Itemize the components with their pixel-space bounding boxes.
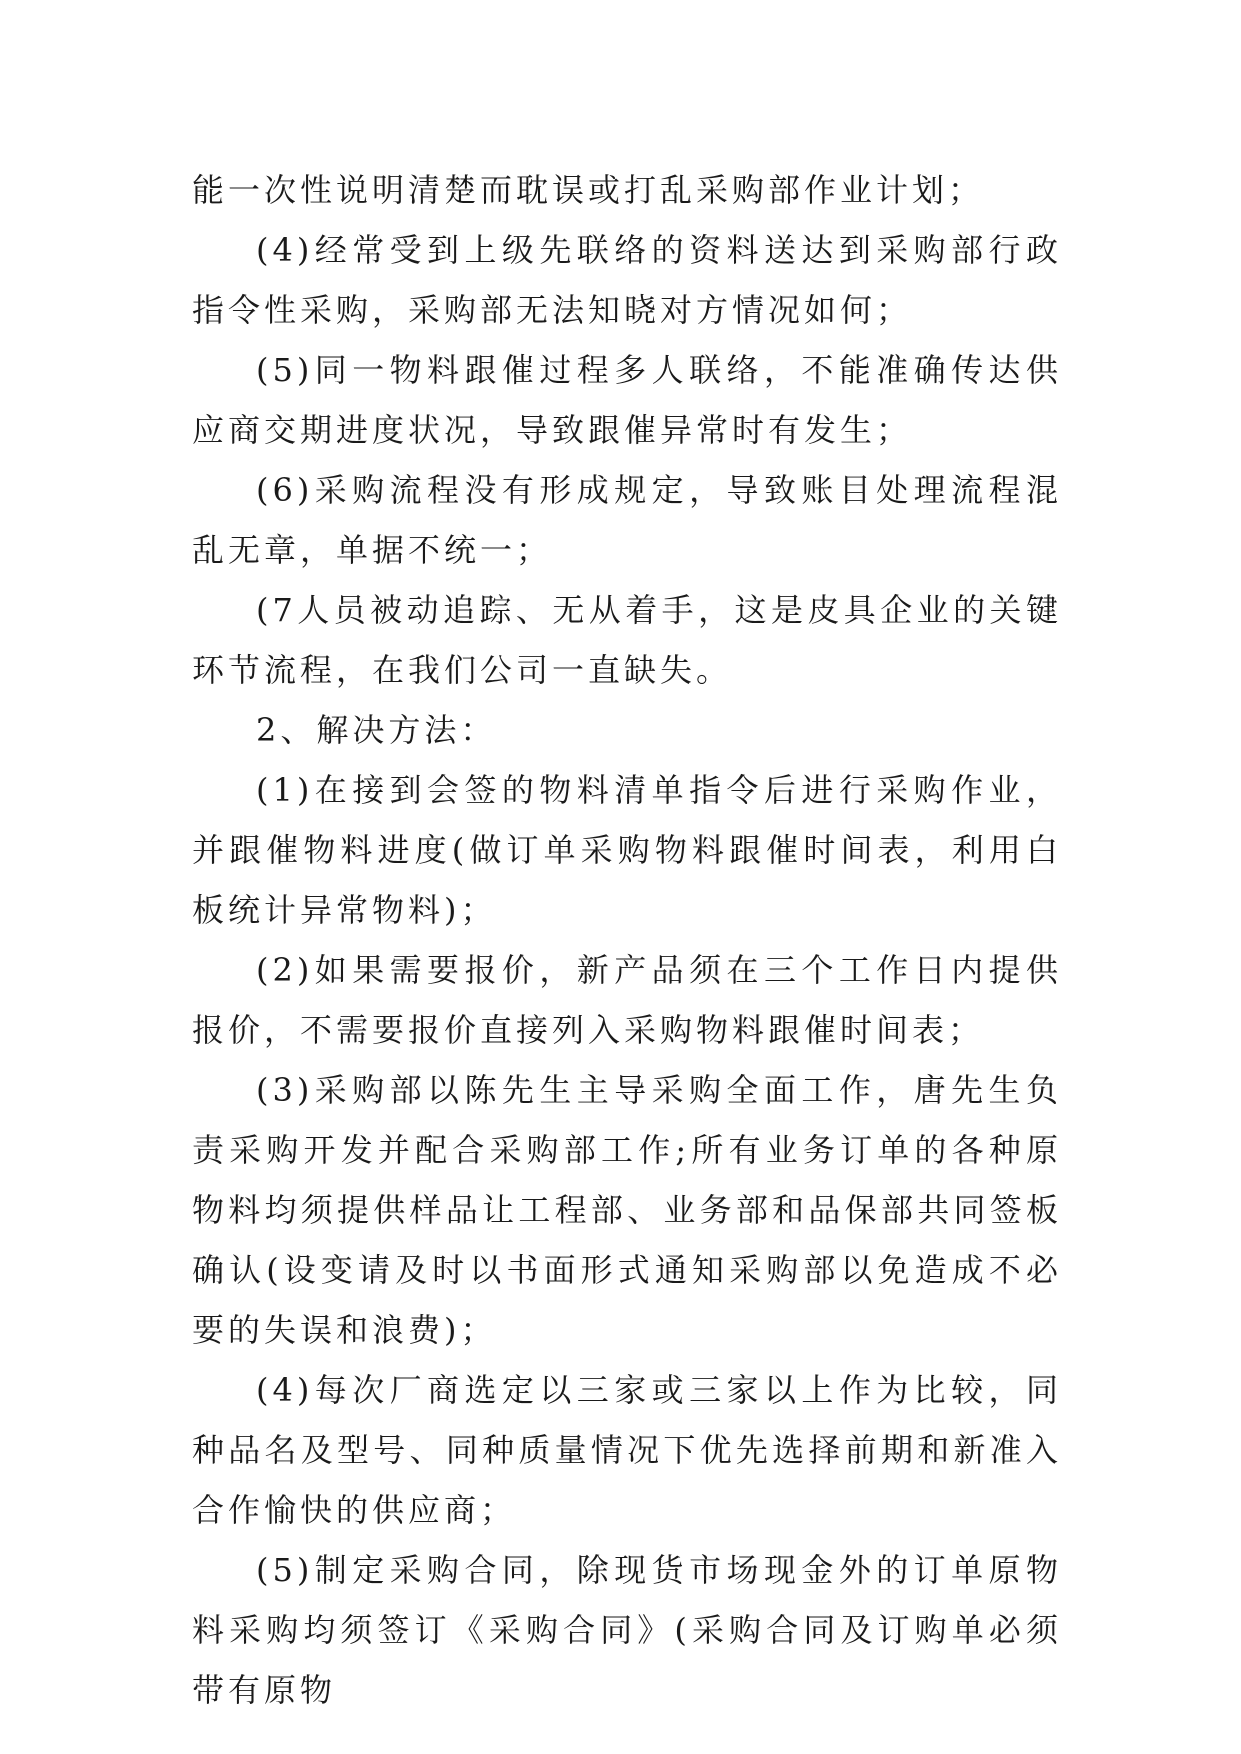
solution-item-2: (2)如果需要报价，新产品须在三个工作日内提供报价，不需要报价直接列入采购物料跟催时间表； [192,951,1062,1049]
paragraph-item-7: (7人员被动追踪、无从着手，这是皮具企业的关键环节流程，在我们公司一直缺失。 [192,591,1062,689]
paragraph-item-4: (4)经常受到上级先联络的资料送达到采购部行政指令性采购，采购部无法知晓对方情况如何； [192,231,1062,329]
solution-item-5: (5)制定采购合同，除现货市场现金外的订单原物料采购均须签订《采购合同》(采购合同及订购单必须带有原物 [192,1551,1062,1709]
document-body [192,160,1062,1720]
paragraph-continuation: 能一次性说明清楚而耽误或打乱采购部作业计划； [192,171,985,209]
paragraph-item-6: (6)采购流程没有形成规定，导致账目处理流程混乱无章，单据不统一； [192,471,1062,569]
paragraph-item-5: (5)同一物料跟催过程多人联络，不能准确传达供应商交期进度状况，导致跟催异常时有发生； [192,351,1062,449]
solution-item-3: (3)采购部以陈先生主导采购全面工作，唐先生负责采购开发并配合采购部工作;所有业务订单的各种原物料均须提供样品让工程部、业务部和品保部共同签板确认(设变请及时以书面形式通知采购部以免造成不必要的失误和浪费)； [192,1071,1062,1349]
section-heading-solutions: 2、解决方法： [256,711,497,749]
solution-item-4: (4)每次厂商选定以三家或三家以上作为比较，同种品名及型号、同种质量情况下优先选择前期和新准入合作愉快的供应商； [192,1371,1062,1529]
solution-item-1: (1)在接到会签的物料清单指令后进行采购作业，并跟催物料进度(做订单采购物料跟催时间表，利用白板统计异常物料)； [192,771,1062,929]
